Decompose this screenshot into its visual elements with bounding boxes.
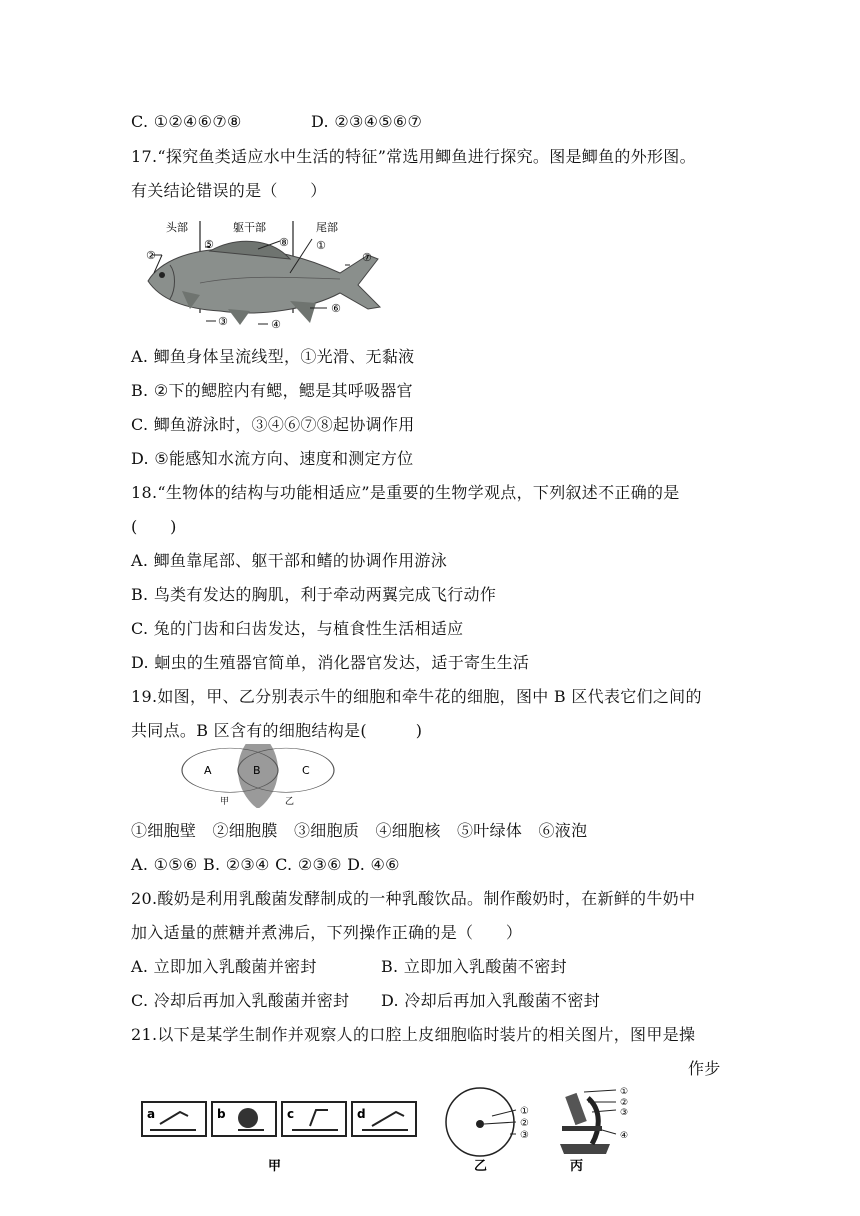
fish-label-head: 头部 <box>166 221 188 234</box>
q18-stem-line1: 18.“生物体的结构与功能相适应”是重要的生物学观点，下列叙述不正确的是 <box>131 483 680 502</box>
fish-marker-6: ⑥ <box>331 302 341 315</box>
q21-stem-line2: 作步 <box>688 1059 721 1078</box>
q21-stem-line1: 21.以下是某学生制作并观察人的口腔上皮细胞临时装片的相关图片，图甲是操 <box>131 1025 696 1044</box>
fish-diagram <box>140 213 390 335</box>
venn-label-jia: 甲 <box>220 797 230 807</box>
microscope-diagram <box>560 1087 628 1174</box>
cell-marker-3: ③ <box>520 1130 529 1141</box>
venn-diagram <box>176 744 340 808</box>
q17-stem-line2: 有关结论错误的是（ ） <box>131 181 327 200</box>
q16-option-c: C. ①②④⑥⑦⑧ <box>131 112 242 131</box>
q19-answers: A. ①⑤⑥ B. ②③④ C. ②③⑥ D. ④⑥ <box>131 855 400 874</box>
step-b-panel <box>212 1102 276 1136</box>
svg-text:a: a <box>147 1107 156 1121</box>
q20-option-a: A. 立即加入乳酸菌并密封 <box>131 957 317 976</box>
slide-preparation-figure <box>140 1086 650 1178</box>
step-d-panel <box>352 1102 416 1136</box>
q20-option-c: C. 冷却后再加入乳酸菌并密封 <box>131 991 350 1010</box>
step-a-panel <box>142 1102 206 1136</box>
q18-option-a: A. 鲫鱼靠尾部、躯干部和鳍的协调作用游泳 <box>131 551 448 570</box>
fish-marker-8: ⑧ <box>279 236 289 249</box>
svg-text:c: c <box>287 1107 295 1121</box>
venn-label-yi: 乙 <box>285 797 295 807</box>
cell-diagram <box>446 1088 529 1174</box>
fish-marker-3: ③ <box>218 315 228 328</box>
label-bing: 丙 <box>570 1159 584 1174</box>
q20-option-d: D. 冷却后再加入乳酸菌不密封 <box>381 991 600 1010</box>
fish-label-tail: 尾部 <box>316 221 338 234</box>
q16-option-d: D. ②③④⑤⑥⑦ <box>311 112 423 131</box>
venn-label-c: C <box>302 764 310 777</box>
step-c-panel <box>282 1102 346 1136</box>
fish-marker-1: ① <box>316 239 326 252</box>
q18-stem-line2: ( ) <box>131 517 177 536</box>
microscope-marker-1: ① <box>620 1087 629 1097</box>
fish-marker-5: ⑤ <box>204 238 214 251</box>
cell-marker-1: ① <box>520 1106 529 1117</box>
fish-marker-2: ② <box>146 249 156 262</box>
q17-option-a: A. 鲫鱼身体呈流线型，①光滑、无黏液 <box>131 347 415 366</box>
microscope-marker-2: ② <box>620 1098 629 1108</box>
q19-stem-line1: 19.如图，甲、乙分别表示牛的细胞和牵牛花的细胞，图中 B 区代表它们之间的 <box>131 687 702 706</box>
fish-label-trunk: 躯干部 <box>233 221 266 234</box>
svg-text:b: b <box>217 1107 226 1121</box>
q19-stem-line2: 共同点。B 区含有的细胞结构是( ) <box>131 721 423 740</box>
cell-marker-2: ② <box>520 1118 529 1129</box>
label-jia: 甲 <box>268 1159 282 1174</box>
microscope-marker-4: ④ <box>620 1131 629 1141</box>
q20-stem-line2: 加入适量的蔗糖并煮沸后，下列操作正确的是（ ） <box>131 923 523 942</box>
fish-marker-4: ④ <box>271 318 281 331</box>
q17-option-c: C. 鲫鱼游泳时，③④⑥⑦⑧起协调作用 <box>131 415 415 434</box>
q18-option-c: C. 兔的门齿和臼齿发达，与植食性生活相适应 <box>131 619 464 638</box>
q20-stem-line1: 20.酸奶是利用乳酸菌发酵制成的一种乳酸饮品。制作酸奶时，在新鲜的牛奶中 <box>131 889 696 908</box>
venn-label-b: B <box>253 764 261 777</box>
q17-stem-line1: 17.“探究鱼类适应水中生活的特征”常选用鲫鱼进行探究。图是鲫鱼的外形图。 <box>131 147 696 166</box>
q18-option-d: D. 蛔虫的生殖器官简单，消化器官发达，适于寄生生活 <box>131 653 530 672</box>
q19-structures: ①细胞壁 ②细胞膜 ③细胞质 ④细胞核 ⑤叶绿体 ⑥液泡 <box>131 821 588 840</box>
microscope-marker-3: ③ <box>620 1108 629 1118</box>
label-yi: 乙 <box>474 1159 488 1174</box>
q20-option-b: B. 立即加入乳酸菌不密封 <box>381 957 567 976</box>
q17-option-b: B. ②下的鳃腔内有鳃，鳃是其呼吸器官 <box>131 381 413 400</box>
svg-text:d: d <box>357 1107 366 1121</box>
q17-option-d: D. ⑤能感知水流方向、速度和测定方位 <box>131 449 414 468</box>
q18-option-b: B. 鸟类有发达的胸肌，利于牵动两翼完成飞行动作 <box>131 585 497 604</box>
venn-label-a: A <box>204 764 212 777</box>
fish-marker-7: ⑦ <box>362 251 372 264</box>
